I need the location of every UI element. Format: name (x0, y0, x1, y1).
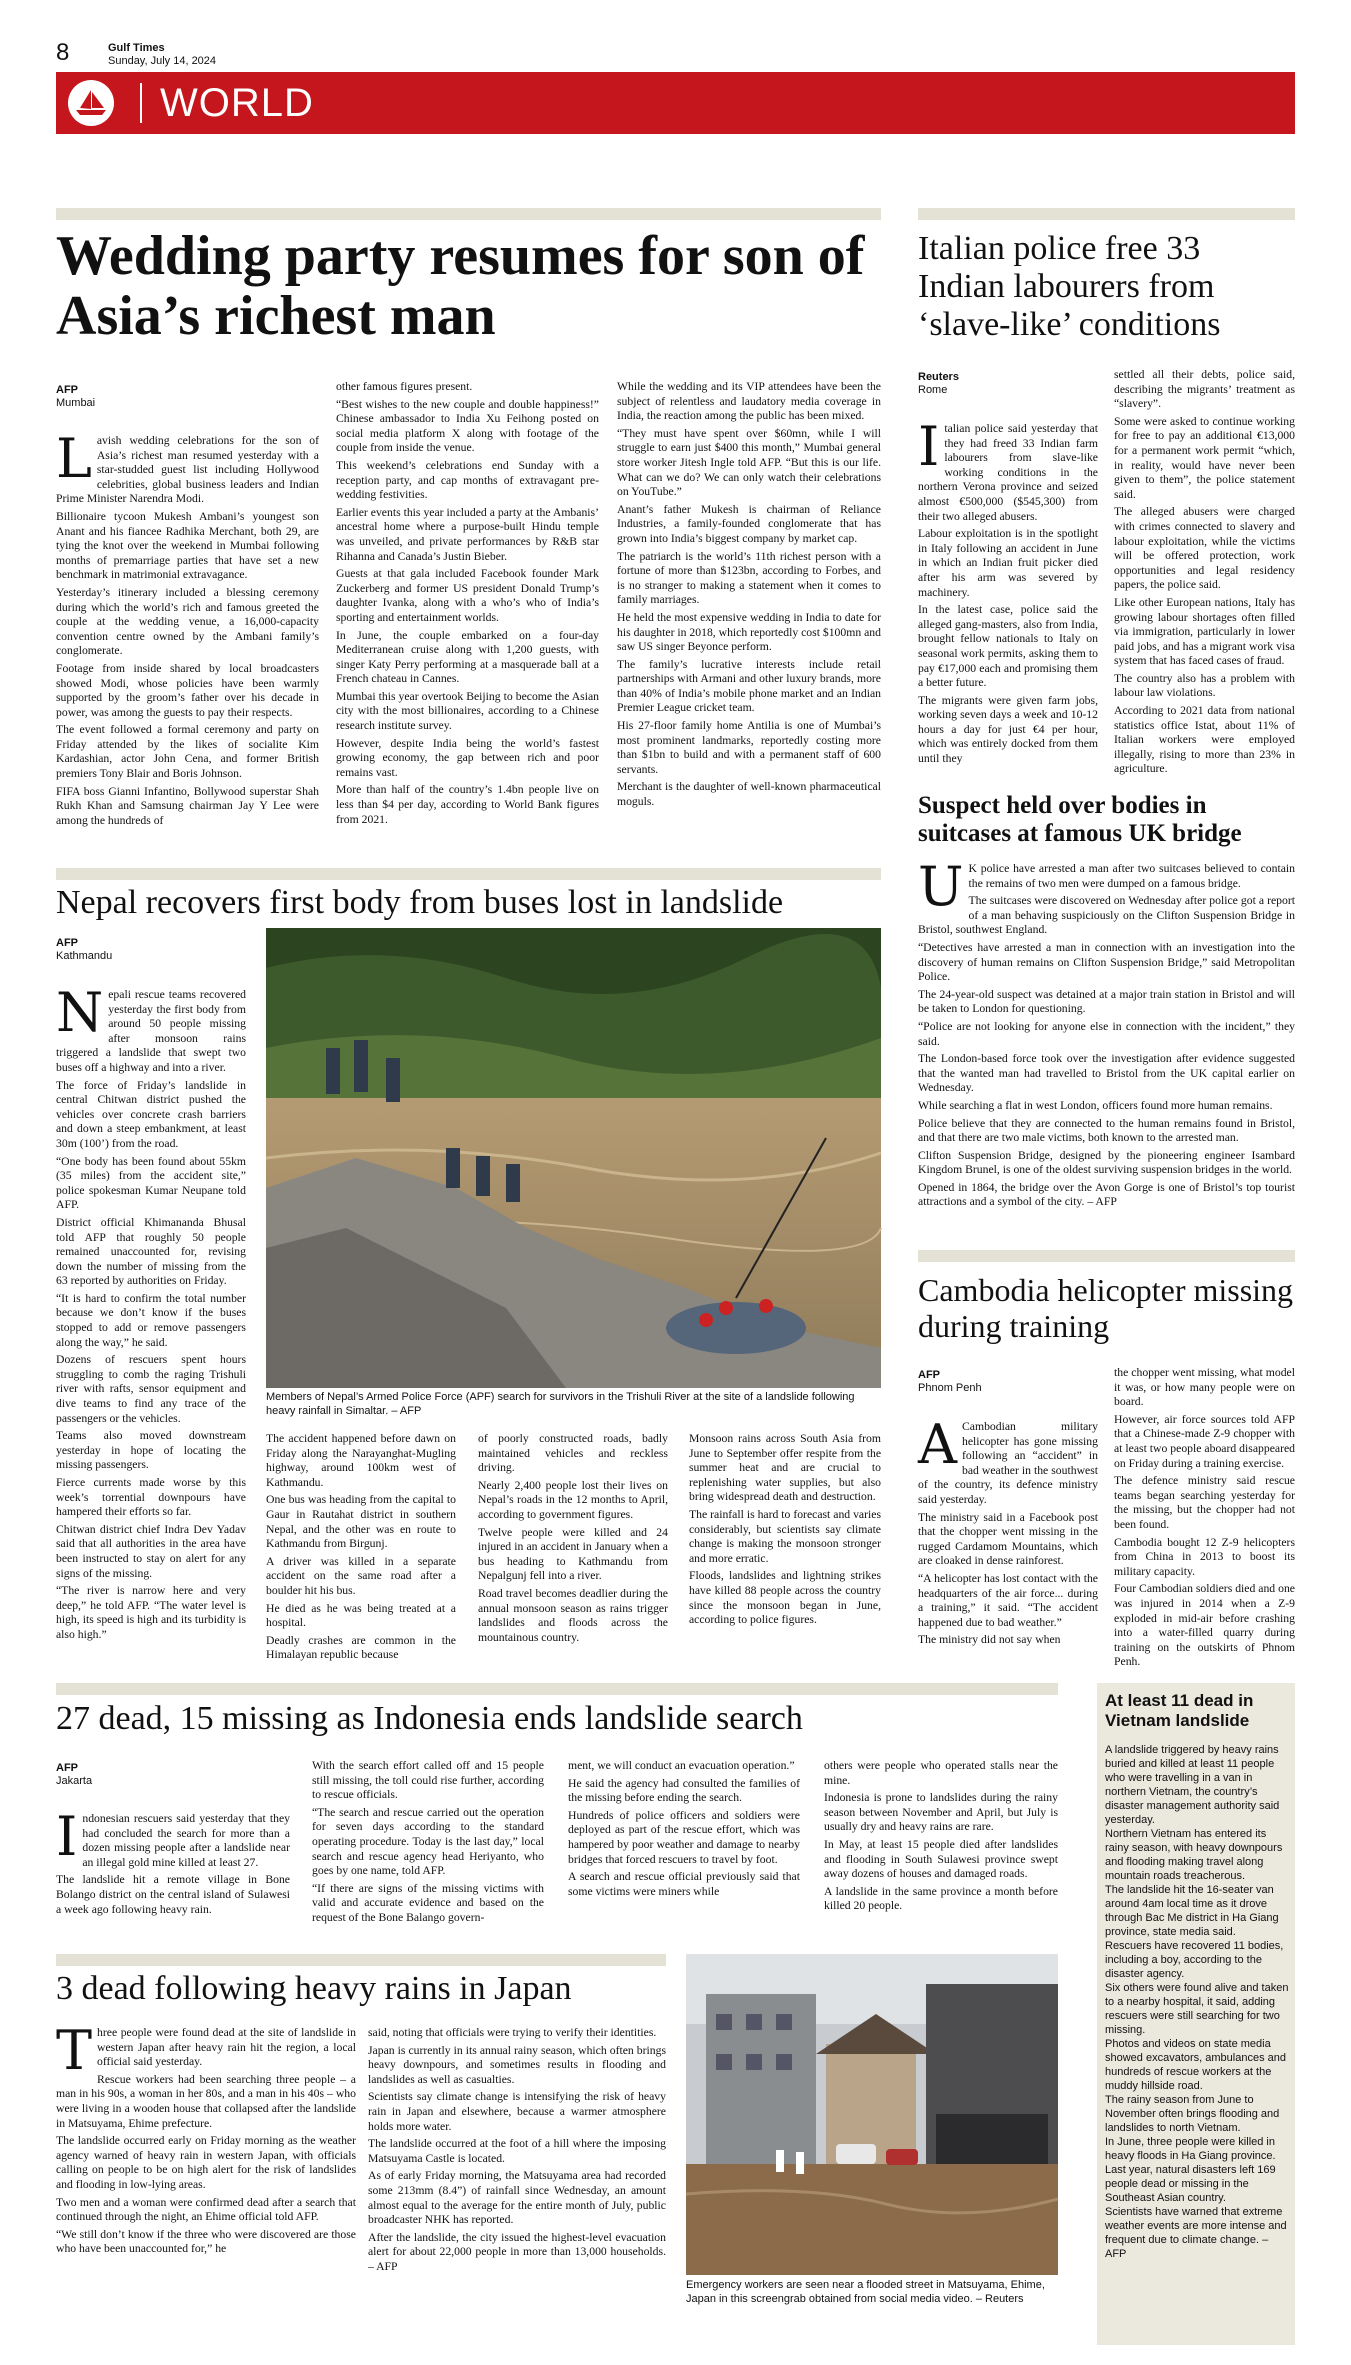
section-title: WORLD (160, 81, 314, 125)
paragraph: The landslide hit a remote village in Bone Bolango district on the central island of Sulawesi a week ago following heavy rain. (56, 1873, 290, 1916)
nepal-rescue-photo (266, 928, 881, 1388)
paragraph: According to 2021 data from national statistics office Istat, about 11% of Italian workers were employed illegally, rising to more than 23% in agriculture. (1114, 704, 1295, 776)
paragraph: Some were asked to continue working for free to pay an additional €13,000 for a permanent work permit “which, in reality, would have never been given to them”, the police statement said. (1114, 414, 1295, 501)
paragraph: Cambodia bought 12 Z-9 helicopters from China in 2013 to boost its military capacity. (1114, 1535, 1295, 1578)
paragraph: In June, three people were killed in heavy floods in Ha Giang province. (1105, 2136, 1276, 2162)
paragraph: “We still don’t know if the three who were discovered are those who have been unaccounted for,” he (56, 2227, 356, 2256)
paragraph: “They must have spent over $60mn, while I will struggle to earn just $400 this month,” Mumbai general store worker Jitesh Ingle told AFP. “But this is our life. What can we do? We can only watch their celebrations on YouTube.” (617, 426, 881, 499)
italy-column-2 (1114, 368, 1295, 782)
paragraph: The accident happened before dawn on Friday along the Narayanghat-Mugling highway, around 100km west of Kathmandu. (266, 1432, 456, 1489)
paragraph: the chopper went missing, what model it was, or how many people were on board. (1114, 1366, 1295, 1409)
story-top-rule (918, 208, 1295, 220)
uk-headline: Suspect held over bodies in suitcases at famous UK bridge (918, 792, 1242, 847)
paragraph: The force of Friday’s landslide in central Chitwan district pushed the vehicles over concrete crash barriers and down a steep embankment, at least 30m (100’) from the road. (56, 1078, 246, 1150)
paragraph: Labour exploitation is in the spotlight in Italy following an accident in June in which an Indian fruit picker died after his arm was severed by machinery. (918, 527, 1098, 599)
italy-headline: Italian police free 33 Indian labourers from ‘slave-like’ conditions (918, 230, 1221, 343)
paragraph: UK police have arrested a man after two suitcases believed to contain the remains of two men were dumped on a famous bridge. (918, 855, 1295, 918)
paragraph: Rescuers have recovered 11 bodies, including a boy, according to the disaster agency. (1105, 1940, 1284, 1980)
paragraph: District official Khimananda Bhusal told AFP that roughly 50 people remained unaccounted for, revising down the number of missing from the 63 reported by authorities on Friday. (56, 1215, 246, 1288)
paragraph: Italian police said yesterday that they had freed 33 Indian farm labourers from slave-like working conditions in the northern Verona province and seized almost €500,000 ($545,300) from their two alleged abusers. (918, 415, 1098, 523)
paragraph: FIFA boss Gianni Infantino, Bollywood superstar Shah Rukh Khan and Samsung chairman Jay Y Lee were among the hundreds of (56, 784, 319, 827)
paragraph: Anant’s father Mukesh is chairman of Reliance Industries, a family-founded conglomerate that has grown into India’s biggest company by market cap. (617, 502, 881, 545)
indonesia-column-4 (824, 1759, 1058, 1942)
paragraph: Guests at that gala included Facebook founder Mark Zuckerberg and former US president Donald Trump’s daughter Ivanka, along with a who’s who of India’s sporting and entertainment worlds. (336, 567, 599, 624)
paragraph: A landslide triggered by heavy rains buried and killed at least 11 people who were travelling in a van in northern Vietnam, the country’s disaster management authority said yesterday. (1105, 1744, 1280, 1826)
japan-column-2 (368, 2026, 666, 2326)
paragraph: The landslide occurred early on Friday morning as the weather agency warned of heavy rain in western Japan, with officials calling on people to be on high alert for the risk of landslides and flooding in low-lying areas. (56, 2134, 356, 2191)
paragraph: Indonesia is prone to landslides during the rainy season between November and April, but July is usually dry and heavy rains are rare. (824, 1791, 1058, 1834)
paragraph: In May, at least 15 people died after landslides and flooding in South Sulawesi province swept away dozens of houses and damaged roads. (824, 1837, 1058, 1881)
wedding-column-1 (56, 427, 319, 854)
paragraph: Two men and a woman were confirmed dead after a search that continued through the night, an Ehime official told AFP. (56, 2195, 356, 2224)
paragraph: other famous figures present. (336, 380, 473, 393)
paragraph: However, air force sources told AFP that a Chinese-made Z-9 chopper with at least two people aboard disappeared on Friday during a training exercise. (1114, 1412, 1295, 1470)
cambodia-column-1 (918, 1413, 1098, 1660)
story-top-rule (918, 1250, 1295, 1262)
paragraph: The country also has a problem with labour law violations. (1114, 671, 1295, 700)
agency: AFP (56, 384, 78, 396)
italy-byline (918, 371, 959, 397)
paragraph: Rescue workers had been searching three people – a man in his 90s, a woman in her 80s, and a man in his 40s – who were living in a wooden house that collapsed after the landslide in Matsuyama, Ehime prefecture. (56, 2072, 356, 2130)
vietnam-sidebar (1097, 1683, 1295, 2345)
paragraph: “One body has been found about 55km (35 miles) from the accident site,” police spokesman Kumar Neupane told AFP. (56, 1154, 246, 1212)
banner-divider (140, 83, 142, 123)
section-banner (56, 72, 1295, 134)
issue-date: Sunday, July 14, 2024 (108, 55, 217, 67)
paragraph: settled all their debts, police said, describing the migrants’ treatment as “slavery”. (1114, 368, 1295, 411)
paragraph: “Detectives have arrested a man in connection with an investigation into the discovery of human remains on Clifton Suspension Bridge,” said Metropolitan Police. (918, 940, 1295, 984)
paragraph: Three people were found dead at the site of landslide in western Japan after heavy rain hit the region, a local official said yesterday. (56, 2019, 356, 2082)
paragraph: The rainy season from June to November often brings flooding and landslides to north Vietnam. (1105, 2094, 1280, 2134)
paragraph: While searching a flat in west London, officers found more human remains. (918, 1098, 1273, 1112)
story-top-rule (56, 1683, 1058, 1695)
paragraph: With the search effort called off and 15 people still missing, the toll could rise further, according to rescue officials. (312, 1759, 544, 1802)
dateline: Rome (918, 384, 948, 396)
agency: AFP (918, 1369, 940, 1381)
indonesia-column-1 (56, 1805, 290, 1942)
cambodia-column-2 (1114, 1366, 1295, 1669)
nepal-column-3 (478, 1432, 668, 1660)
paragraph: Nepali rescue teams recovered yesterday the first body from around 50 people missing after monsoon rains triggered a landslide that swept two buses off a highway and into a river. (56, 981, 246, 1074)
paragraph: “A helicopter has lost contact with the headquarters of the air force... during a training,” it said. “The accident happened due to bad weather.” (918, 1571, 1098, 1629)
paragraph: However, despite India being the world’s fastest growing economy, the gap between rich and poor remains vast. (336, 736, 599, 779)
paragraph: ment, we will conduct an evacuation operation.” (568, 1759, 795, 1772)
nepal-headline: Nepal recovers first body from buses lost in landslide (56, 884, 784, 921)
vietnam-headline: At least 11 dead in Vietnam landslide (1105, 1691, 1254, 1730)
paragraph: “Police are not looking for anyone else in connection with the incident,” they said. (918, 1019, 1295, 1048)
paragraph: The patriarch is the world’s 11th richest person with a fortune of more than $123bn, according to Forbes, and is no stranger to making a statement when it comes to family marriages. (617, 549, 881, 607)
wedding-headline: Wedding party resumes for son of Asia’s richest man (56, 225, 865, 347)
paragraph: After the landslide, the city issued the highest-level evacuation alert for about 22,000 people in more than 13,000 households. – AFP (368, 2230, 666, 2273)
paragraph: The 24-year-old suspect was detained at a major train station in Bristol and will be taken to London for questioning. (918, 987, 1295, 1016)
paragraph: A driver was killed in a separate accident on the same road after a boulder hit his bus. (266, 1554, 456, 1597)
indonesia-byline (56, 1762, 92, 1788)
wedding-column-3 (617, 380, 881, 854)
paragraph: The landslide hit the 16-seater van around 4am local time as it drove through Bac Me district in Ha Giang province, state media said. (1105, 1884, 1279, 1938)
paragraph: Billionaire tycoon Mukesh Ambani’s youngest son Anant and his fiancee Radhika Merchant, both 29, are tying the knot over the weekend in Mumbai following months of premarriage parties that have set a new benchmark in matrimonial extravagance. (56, 509, 319, 582)
paragraph: “The river is narrow here and very deep,” he told AFP. “The water level is high, its speed is high and its turbidity is also high.” (56, 1584, 246, 1641)
dateline: Kathmandu (56, 950, 113, 962)
paragraph: Twelve people were killed and 24 injured in an accident in January when a bus heading to Kathmandu from Nepalgunj fell into a river. (478, 1525, 668, 1583)
paragraph: The defence ministry said rescue teams began searching yesterday for the missing, but the chopper had not been found. (1114, 1474, 1295, 1531)
dateline: Phnom Penh (918, 1382, 982, 1394)
paragraph: Floods, landslides and lightning strikes have killed 88 people across the country since the monsoon began in June, according to police figures. (689, 1569, 881, 1627)
uk-column (918, 855, 1295, 1226)
japan-column-1 (56, 2019, 356, 2326)
paragraph: others were people who operated stalls near the mine. (824, 1759, 1058, 1787)
paragraph: The migrants were given farm jobs, working seven days a week and 10-12 hours a day for just €4 per hour, which was entirely docked from them until they (918, 693, 1098, 766)
indonesia-column-2 (312, 1759, 544, 1942)
paragraph: Road travel becomes deadlier during the annual monsoon season as rains trigger landslides and floods across the mountainous country. (478, 1586, 668, 1644)
paragraph: Yesterday’s itinerary included a blessing ceremony during which the world’s rich and famous greeted the couple at the wedding venue, a 16,000-capacity convention centre owned by the Ambani family’s conglomerate. (56, 585, 319, 658)
paragraph: “If there are signs of the missing victims with valid and accurate evidence and based on the request of the Bone Balango govern- (312, 1881, 544, 1924)
paragraph: “The search and rescue carried out the operation for seven days according to the standard operating procedure. Today is the last day,” local search and rescue agency head Heriyanto, who goes by one name, told AFP. (312, 1805, 544, 1878)
indonesia-headline: 27 dead, 15 missing as Indonesia ends landslide search (56, 1700, 803, 1737)
paragraph: The suitcases were discovered on Wednesday after police got a report of a man behaving suspiciously on the Clifton Suspension Bridge in Bristol, southwest England. (918, 894, 1295, 937)
paragraph: Opened in 1864, the bridge over the Avon Gorge is one of Bristol’s top tourist attractions and a symbol of the city. – AFP (918, 1180, 1295, 1209)
paragraph: The landslide occurred at the foot of a hill where the imposing Matsuyama Castle is located. (368, 2137, 666, 2165)
paragraph: A landslide in the same province a month before killed 20 people. (824, 1884, 1058, 1913)
page-number: 8 (56, 39, 70, 66)
japan-flood-photo (686, 1954, 1058, 2275)
cambodia-headline: Cambodia helicopter missing during training (918, 1272, 1294, 1344)
paragraph: Nearly 2,400 people lost their lives on Nepal’s roads in the 12 months to April, according to government figures. (478, 1478, 668, 1521)
nepal-column-4 (689, 1432, 881, 1660)
paragraph: Photos and videos on state media showed excavators, ambulances and hundreds of rescue workers at the muddy hillside road. (1105, 2038, 1286, 2092)
paragraph: Deadly crashes are common in the Himalayan republic because (266, 1633, 456, 1662)
japan-photo-caption: Emergency workers are seen near a flooded street in Matsuyama, Ehime, Japan in this screengrab obtained from social media video. – Reuters (686, 2279, 1045, 2305)
nepal-column-1 (56, 981, 246, 1660)
paragraph: of poorly constructed roads, badly maintained vehicles and reckless driving. (478, 1432, 668, 1475)
paragraph: While the wedding and its VIP attendees have been the subject of relentless and laudatory media coverage in India, the reaction among the public has been mixed. (617, 380, 881, 423)
paragraph: Scientists have warned that extreme weather events are more intense and frequent due to climate change. – AFP (1105, 2206, 1287, 2260)
wedding-byline (56, 384, 95, 410)
paragraph: As of early Friday morning, the Matsuyama area had recorded some 213mm (8.4”) of rainfall since Wednesday, an amount almost equal to the average for the entire month of July, public broadcaster NHK has reported. (368, 2169, 666, 2227)
paragraph: ACambodian military helicopter has gone missing following an “accident” in bad weather in the southwest of the country, its defence ministry said yesterday. (918, 1413, 1098, 1506)
story-top-rule (56, 208, 881, 220)
nepal-byline (56, 937, 112, 963)
paragraph: Merchant is the daughter of well-known pharmaceutical moguls. (617, 780, 881, 809)
paragraph: The ministry said in a Facebook post that the chopper went missing in the rugged Cardamom Mountains, which are cloaked in dense rainforest. (918, 1510, 1098, 1568)
italy-column-1 (918, 415, 1098, 782)
paragraph: The alleged abusers were charged with crimes connected to slavery and labour exploitation, while the victims will be offered protection, work opportunities and legal residency papers, the police said. (1114, 505, 1295, 592)
paragraph: Last year, natural disasters left 169 people dead or missing in the Southeast Asian country. (1105, 2164, 1276, 2204)
paragraph: His 27-floor family home Antilia is one of Mumbai’s most prominent landmarks, reportedly costing more than $1bn to build and with a permanent staff of 600 servants. (617, 719, 881, 776)
paragraph: In the latest case, police said the alleged gang-masters, also from India, brought fellow nationals to Italy on seasonal work permits, asking them to pay €17,000 each and promising them a better future. (918, 603, 1098, 690)
dateline: Jakarta (56, 1775, 93, 1787)
paragraph: The ministry did not say when (918, 1633, 1061, 1647)
paper-name: Gulf Times (108, 42, 165, 54)
paragraph: Indonesian rescuers said yesterday that they had concluded the search for more than a dozen missing people after a landslide near an illegal gold mine killed at least 27. (56, 1805, 290, 1869)
paragraph: More than half of the country’s 1.4bn people live on less than $4 per day, according to World Bank figures from 2021. (336, 783, 599, 826)
paragraph: Hundreds of police officers and soldiers were deployed as part of the rescue effort, which was hampered by poor weather and damage to nearby bridges that forced rescuers to travel by foot. (568, 1808, 800, 1866)
agency: Reuters (918, 371, 959, 383)
story-top-rule (56, 1954, 666, 1966)
paragraph: He held the most expensive wedding in India to date for his daughter in 2018, which reportedly cost $100mn and saw US singer Beyonce perform. (617, 610, 881, 654)
paragraph: He said the agency had consulted the families of the missing before ending the search. (568, 1776, 800, 1805)
paragraph: Police believe that they are connected to the human remains found in Bristol, and that there are two male victims, both known to the arrested man. (918, 1116, 1295, 1145)
agency: AFP (56, 937, 78, 949)
paragraph: Monsoon rains across South Asia from June to September offer respite from the summer heat and are crucial to replenishing water supplies, but also bring widespread death and destruction. (689, 1432, 881, 1504)
paragraph: Footage from inside shared by local broadcasters showed Modi, whose policies have been warmly supported by the groom’s father over his decade in power, was among the guests to pay their respects. (56, 661, 319, 719)
paragraph: “It is hard to confirm the total number because we don’t know if the buses stopped to add or remove passengers along the way,” he said. (56, 1291, 246, 1349)
nepal-photo-caption: Members of Nepal’s Armed Police Force (APF) search for survivors in the Trishuli River at the site of a landslide following heavy rainfall in Simaltar. – AFP (266, 1391, 855, 1417)
paragraph: In June, the couple embarked on a four-day Mediterranean cruise along with 1,200 guests, with singer Katy Perry performing at a masquerade ball at a French chateau in Cannes. (336, 628, 599, 686)
japan-headline: 3 dead following heavy rains in Japan (56, 1970, 572, 2007)
paragraph: Dozens of rescuers spent hours struggling to comb the raging Trishuli river with rafts, sensor equipment and dive teams to find any trace of the passengers or the vehicles. (56, 1353, 246, 1425)
paragraph: Northern Vietnam has entered its rainy season, with heavy downpours and flooding making travel along mountain roads treacherous. (1105, 1828, 1283, 1882)
wedding-column-2 (336, 380, 599, 854)
paragraph: said, noting that officials were trying to verify their identities. (368, 2026, 657, 2039)
paragraph: The London-based force took over the investigation after evidence suggested that the wanted man had travelled to Bristol from the UK capital earlier on Wednesday. (918, 1052, 1295, 1095)
paragraph: A search and rescue official previously said that some victims were miners while (568, 1870, 800, 1898)
paragraph: The rainfall is hard to forecast and varies considerably, but scientists say climate change is making the monsoon stronger and more erratic. (689, 1507, 881, 1565)
paragraph: He died as he was being treated at a hospital. (266, 1601, 456, 1630)
paragraph: Fierce currents made worse by this week’s torrential downpours have hampered their efforts so far. (56, 1476, 246, 1519)
paragraph: Japan is currently in its annual rainy season, which often brings heavy downpours, and sometimes results in flooding and landslides as well as casualties. (368, 2043, 666, 2086)
paragraph: The event followed a formal ceremony and party on Friday attended by the likes of socialite Kim Kardashian, actor John Cena, and former British premiers Tony Blair and Boris Johnson. (56, 723, 319, 781)
dhow-logo-icon (68, 80, 114, 126)
paragraph: Lavish wedding celebrations for the son of Asia’s richest man resumed yesterday with a star-studded guest list including Hollywood celebrities, global business leaders and Indian Prime Minister Narendra Modi. (56, 427, 319, 506)
paragraph: This weekend’s celebrations end Sunday with a reception party, and cap months of extravagant pre-wedding festivities. (336, 458, 599, 502)
paragraph: Scientists say climate change is intensifying the risk of heavy rain in Japan and elsewhere, because a warmer atmosphere holds more water. (368, 2090, 666, 2133)
agency: AFP (56, 1762, 78, 1774)
paragraph: Four Cambodian soldiers died and one was injured in 2014 when a Z-9 exploded in mid-air before crashing into a water-filled quarry during training on the outskirts of Phnom Penh. (1114, 1582, 1295, 1669)
indonesia-column-3 (568, 1759, 800, 1942)
paragraph: Mumbai this year overtook Beijing to become the Asian city with the most billionaires, according to a Chinese research institute survey. (336, 689, 599, 733)
paragraph: Six others were found alive and taken to a nearby hospital, it said, adding rescuers were still searching for two missing. (1105, 1982, 1289, 2036)
paragraph: The family’s lucrative interests include retail partnerships with Armani and other luxury brands, more than 40% of India’s mobile phone market and an Indian Premier League cricket team. (617, 657, 881, 715)
paragraph: Clifton Suspension Bridge, designed by the pioneering engineer Isambard Kingdom Brunel, is one of the oldest surviving suspension bridges in the world. (918, 1148, 1295, 1177)
dateline: Mumbai (56, 397, 96, 409)
cambodia-byline (918, 1369, 982, 1395)
paragraph: Chitwan district chief Indra Dev Yadav said that all authorities in the area have been instructed to stay on alert for any signs of the missing. (56, 1522, 246, 1580)
paragraph: Earlier events this year included a party at the Ambanis’ ancestral home where a purpose-built Hindu temple was unveiled, and private performances by R&B star Rihanna and Canada’s Justin Bieber. (336, 505, 599, 563)
paragraph: “Best wishes to the new couple and double happiness!” Chinese ambassador to India Xu Feihong posted on social media platform X along with footage of the couple from inside the venue. (336, 397, 599, 455)
story-top-rule (56, 868, 881, 880)
paragraph: Teams also moved downstream yesterday in hope of locating the missing passengers. (56, 1429, 246, 1472)
vietnam-body (1105, 1743, 1289, 2339)
paragraph: Like other European nations, Italy has growing labour shortages often filled via immigration, particularly in lower paid jobs, and has a migrant work visa system that has faced cases of fraud. (1114, 595, 1295, 668)
paragraph: One bus was heading from the capital to Gaur in Rautahat district in southern Nepal, and the other was en route to Kathmandu from Birgunj. (266, 1493, 456, 1551)
nepal-column-2 (266, 1432, 456, 1660)
